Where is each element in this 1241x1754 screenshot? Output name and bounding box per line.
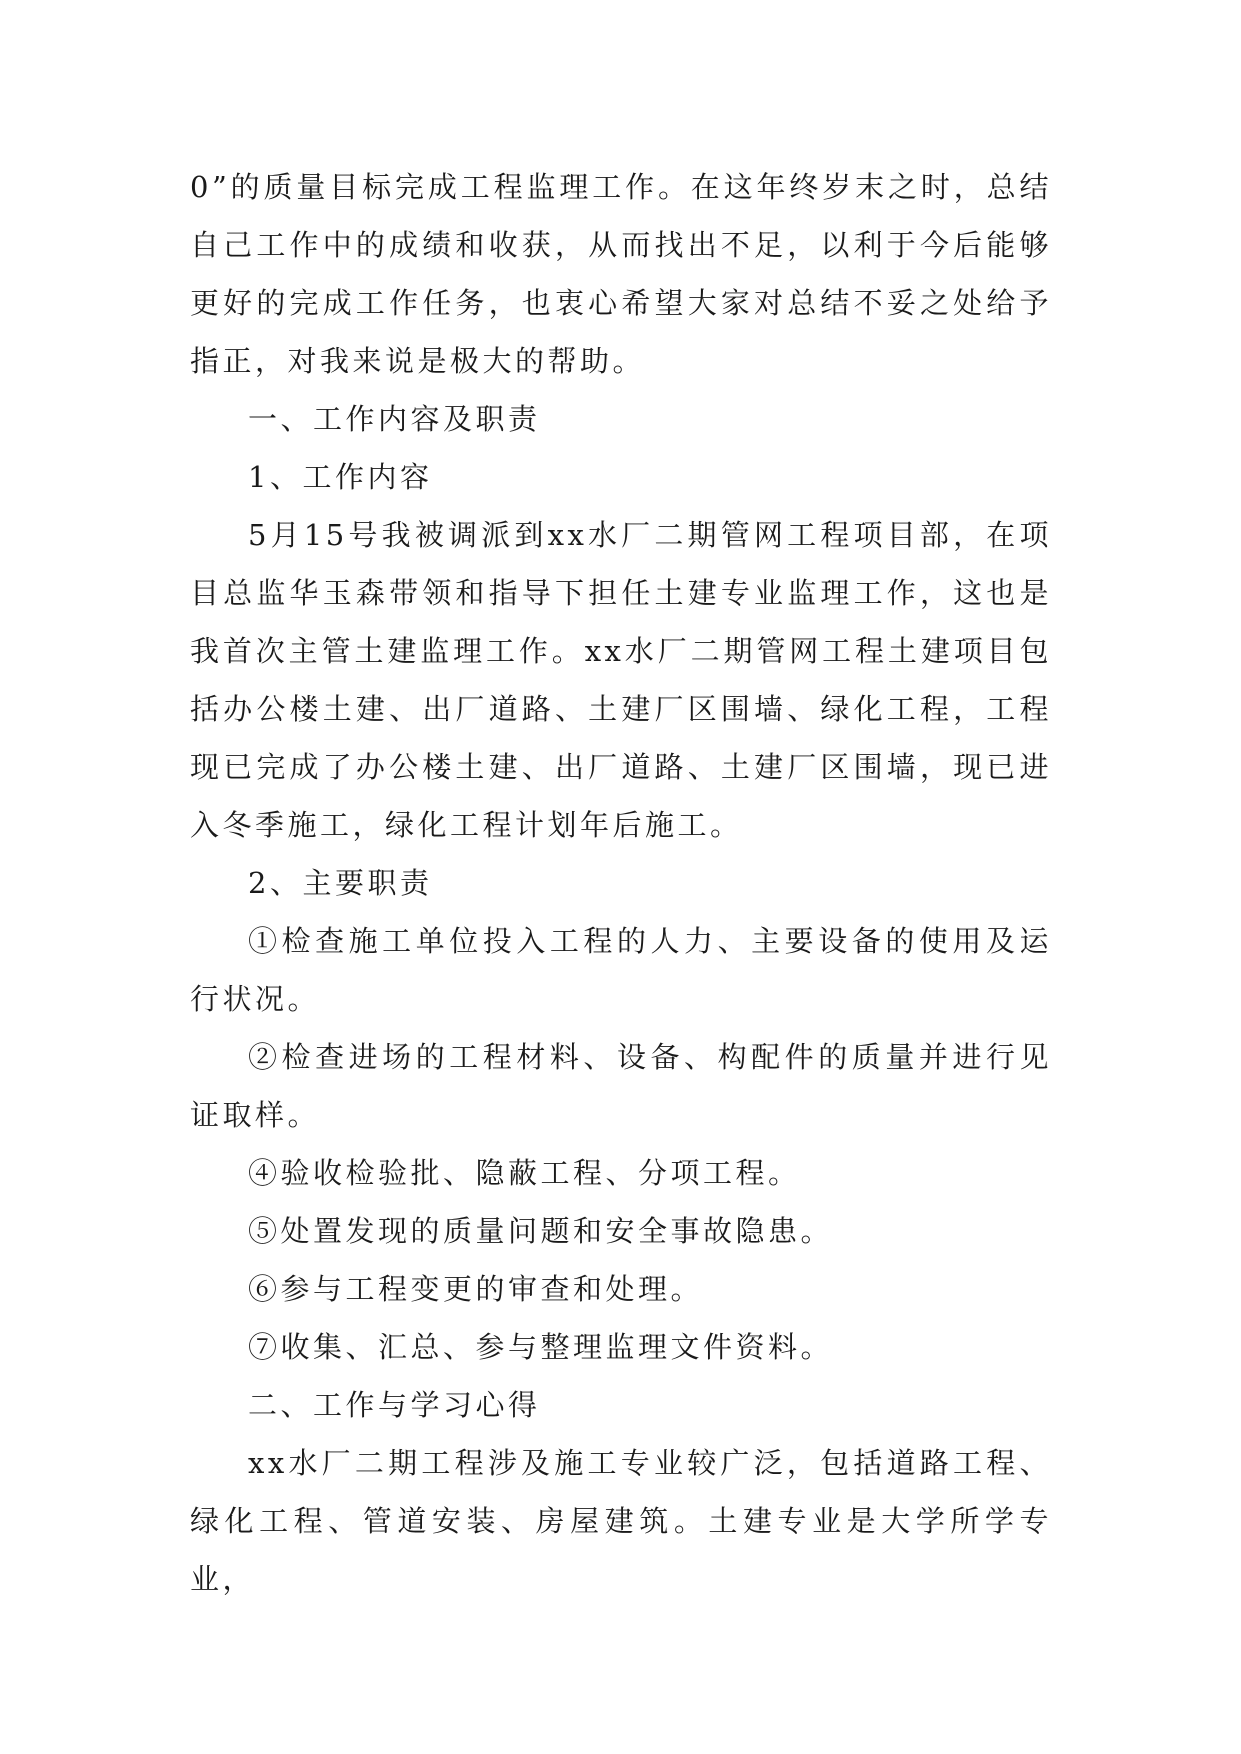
section-heading-work-content-and-duties: 一、工作内容及职责 [248, 402, 541, 436]
duty-item-1: ①检查施工单位投入工程的人力、主要设备的使用及运行状况。 [190, 924, 1052, 1016]
duty-item-4: ④验收检验批、隐蔽工程、分项工程。 [248, 1156, 801, 1190]
document-body [190, 158, 1052, 1608]
subheading-main-duties: 2、主要职责 [248, 866, 433, 900]
duty-item-5: ⑤处置发现的质量问题和安全事故隐患。 [248, 1214, 834, 1248]
subheading-work-content: 1、工作内容 [248, 460, 433, 494]
section-heading-work-and-learning: 二、工作与学习心得 [248, 1388, 541, 1422]
duty-item-7: ⑦收集、汇总、参与整理监理文件资料。 [248, 1330, 834, 1364]
paragraph-work-content: 5月15号我被调派到xx水厂二期管网工程项目部，在项目总监华玉森带领和指导下担任土建专业监理工作，这也是我首次主管土建监理工作。xx水厂二期管网工程土建项目包括办公楼土建、出厂道路、土建厂区围墙、绿化工程，工程现已完成了办公楼土建、出厂道路、土建厂区围墙，现已进入冬季施工，绿化工程计划年后施工。 [190, 518, 1052, 842]
paragraph-intro-continuation: 0”的质量目标完成工程监理工作。在这年终岁末之时，总结自己工作中的成绩和收获，从而找出不足，以利于今后能够更好的完成工作任务，也衷心希望大家对总结不妥之处给予指正，对我来说是极大的帮助。 [190, 170, 1052, 378]
paragraph-work-and-learning: xx水厂二期工程涉及施工专业较广泛，包括道路工程、绿化工程、管道安装、房屋建筑。土建专业是大学所学专业， [190, 1446, 1052, 1596]
duty-item-2: ②检查进场的工程材料、设备、构配件的质量并进行见证取样。 [190, 1040, 1052, 1132]
duty-item-6: ⑥参与工程变更的审查和处理。 [248, 1272, 704, 1306]
